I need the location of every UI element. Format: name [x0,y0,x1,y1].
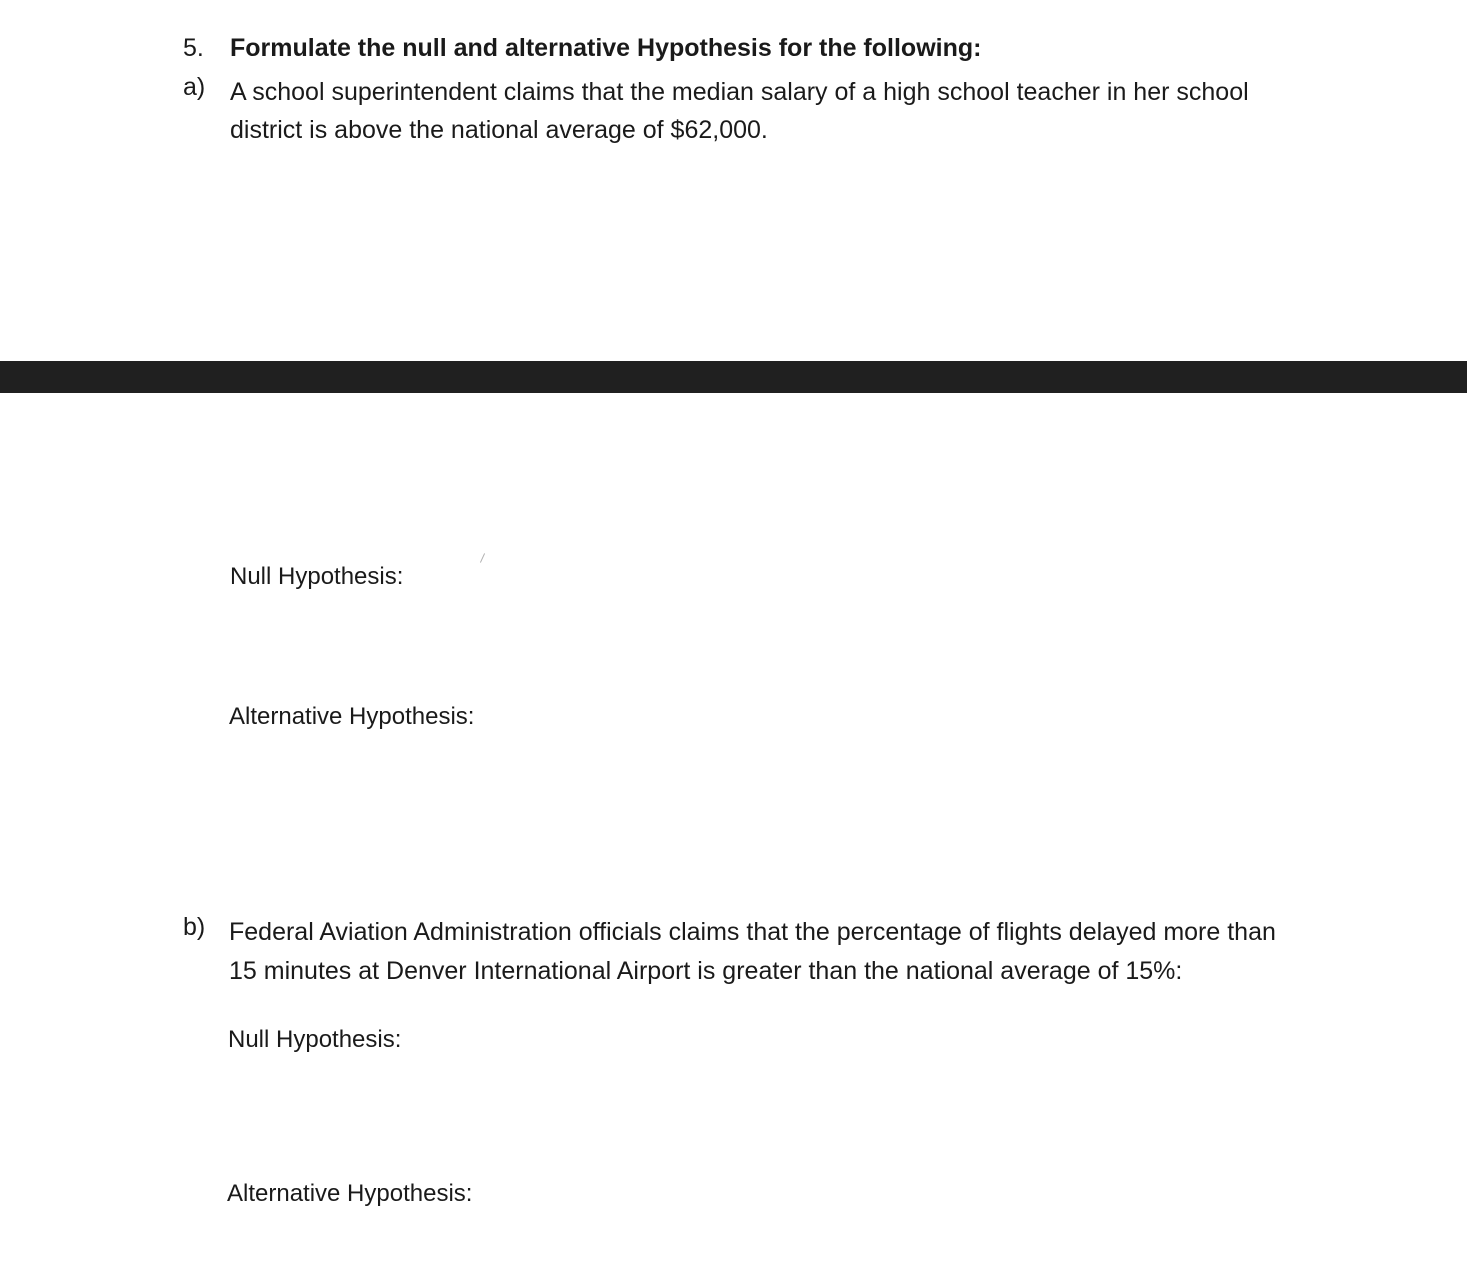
part-b-null-hypothesis-label: Null Hypothesis: [228,1026,402,1053]
part-b-text-line-2: 15 minutes at Denver International Airport is greater than the national average of 15%: [229,957,1183,985]
part-a-alternative-hypothesis-label: Alternative Hypothesis: [229,703,475,730]
part-a-text-line-2: district is above the national average of $62,000. [230,116,768,144]
question-heading: Formulate the null and alternative Hypothesis for the following: [230,34,982,62]
part-b-text-line-1: Federal Aviation Administration officials claims that the percentage of flights delayed more than [229,918,1276,946]
part-b-alternative-hypothesis-label: Alternative Hypothesis: [227,1180,473,1207]
part-a-null-hypothesis-label: Null Hypothesis: [230,563,404,590]
part-a-text-line-1: A school superintendent claims that the median salary of a high school teacher in her school [230,78,1249,106]
scan-divider-band [0,361,1467,393]
part-b-label: b) [183,913,206,941]
part-a-label: a) [183,73,206,101]
stray-pen-mark [480,553,485,562]
question-number: 5. [183,34,204,62]
